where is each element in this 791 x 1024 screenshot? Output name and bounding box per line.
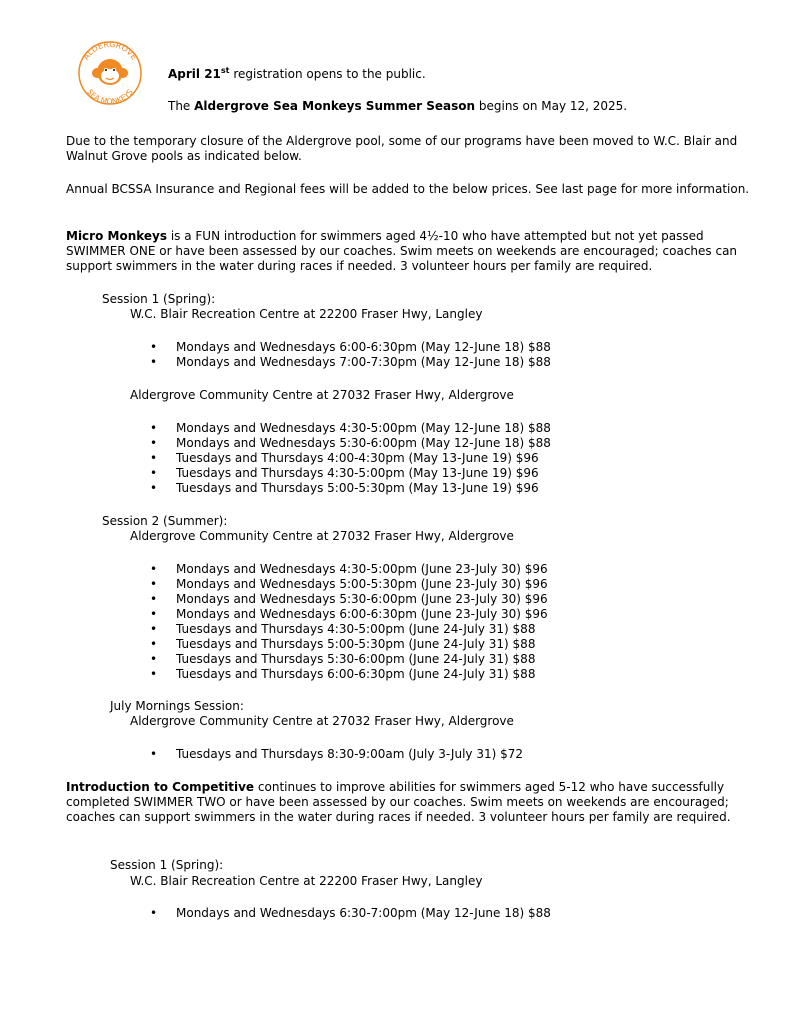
intro-comp-session1-list — [150, 906, 551, 921]
micro-july-label: July Mornings Session: — [110, 699, 244, 713]
sea-monkeys-logo — [64, 40, 156, 106]
schedule-item: • Mondays and Wednesdays 6:00-6:30pm (May 12-June 18) $88 — [150, 340, 551, 355]
svg-text:SEA MONKEYS — [85, 87, 135, 106]
schedule-item: • Tuesdays and Thursdays 5:00-5:30pm (May 13-June 19) $96 — [150, 481, 551, 496]
micro-session2-label: Session 2 (Summer): — [102, 514, 228, 528]
micro-july-location: Aldergrove Community Centre at 27032 Fraser Hwy, Aldergrove — [130, 714, 514, 728]
micro-session2-location: Aldergrove Community Centre at 27032 Fraser Hwy, Aldergrove — [130, 529, 514, 543]
micro-session1-aldergrove-list — [150, 421, 551, 496]
logo-text-top: ALDERGROVE — [81, 40, 139, 62]
schedule-item: • Tuesdays and Thursdays 5:30-6:00pm (June 24-July 31) $88 — [150, 652, 548, 667]
micro-july-list — [150, 747, 523, 762]
micro-monkeys-title: Micro Monkeys — [66, 229, 167, 243]
registration-line — [168, 67, 426, 82]
micro-session1-wc-blair-list — [150, 340, 551, 370]
schedule-item: • Tuesdays and Thursdays 4:00-4:30pm (May 13-June 19) $96 — [150, 451, 551, 466]
intro-comp-session1-location: W.C. Blair Recreation Centre at 22200 Fraser Hwy, Langley — [130, 874, 483, 888]
season-line: The Aldergrove Sea Monkeys Summer Season begins on May 12, 2025. — [168, 99, 628, 113]
schedule-item: • Tuesdays and Thursdays 6:00-6:30pm (June 24-July 31) $88 — [150, 667, 548, 682]
intro-comp-session1-label: Session 1 (Spring): — [110, 858, 224, 872]
micro-session1-location-aldergrove: Aldergrove Community Centre at 27032 Fraser Hwy, Aldergrove — [130, 388, 514, 402]
closure-notice: Due to the temporary closure of the Aldergrove pool, some of our programs have been moved to W.C. Blair and Walnut Grove pools as indicated below. — [66, 134, 738, 163]
schedule-item: • Mondays and Wednesdays 4:30-5:00pm (June 23-July 30) $96 — [150, 562, 548, 577]
registration-text: registration opens to the public. — [229, 67, 426, 81]
micro-session1-label: Session 1 (Spring): — [102, 292, 216, 306]
registration-date: April 21st — [168, 66, 230, 81]
micro-monkeys-description: Micro Monkeys is a FUN introduction for swimmers aged 4½-10 who have attempted but not yet passed SWIMMER ONE or have been assessed by our coaches. Swim meets on weekends are encouraged; coaches can support swimmers in the water during races if needed. 3 volunteer hours per family are required. — [66, 229, 738, 273]
micro-session2-list — [150, 562, 548, 682]
schedule-item: • Tuesdays and Thursdays 4:30-5:00pm (June 24-July 31) $88 — [150, 622, 548, 637]
intro-competitive-description: Introduction to Competitive continues to improve abilities for swimmers aged 5-12 who have successfully completed SWIMMER TWO or have been assessed by our coaches. Swim meets on weekends are encouraged; coaches can support swimmers in the water during races if needed. 3 volunteer hours per family are required. — [66, 780, 731, 824]
micro-session1-location-wc-blair: W.C. Blair Recreation Centre at 22200 Fraser Hwy, Langley — [130, 307, 483, 321]
svg-text:ALDERGROVE — [81, 40, 138, 62]
fees-note: Annual BCSSA Insurance and Regional fees will be added to the below prices. See last page for more information. — [66, 182, 750, 196]
schedule-item: • Mondays and Wednesdays 5:00-5:30pm (June 23-July 30) $96 — [150, 577, 548, 592]
schedule-item: • Mondays and Wednesdays 4:30-5:00pm (May 12-June 18) $88 — [150, 421, 551, 436]
logo-text-bottom: SEA MONKEYS — [85, 87, 135, 106]
season-name: Aldergrove Sea Monkeys Summer Season — [194, 99, 476, 113]
schedule-item: • Mondays and Wednesdays 7:00-7:30pm (May 12-June 18) $88 — [150, 355, 551, 370]
schedule-item: • Tuesdays and Thursdays 4:30-5:00pm (May 13-June 19) $96 — [150, 466, 551, 481]
schedule-item: • Tuesdays and Thursdays 8:30-9:00am (July 3-July 31) $72 — [150, 747, 523, 762]
schedule-item: • Mondays and Wednesdays 6:00-6:30pm (June 23-July 30) $96 — [150, 607, 548, 622]
schedule-item: • Mondays and Wednesdays 5:30-6:00pm (May 12-June 18) $88 — [150, 436, 551, 451]
schedule-item: • Tuesdays and Thursdays 5:00-5:30pm (June 24-July 31) $88 — [150, 637, 548, 652]
schedule-item: • Mondays and Wednesdays 6:30-7:00pm (May 12-June 18) $88 — [150, 906, 551, 921]
intro-competitive-title: Introduction to Competitive — [66, 780, 255, 794]
schedule-item: • Mondays and Wednesdays 5:30-6:00pm (June 23-July 30) $96 — [150, 592, 548, 607]
